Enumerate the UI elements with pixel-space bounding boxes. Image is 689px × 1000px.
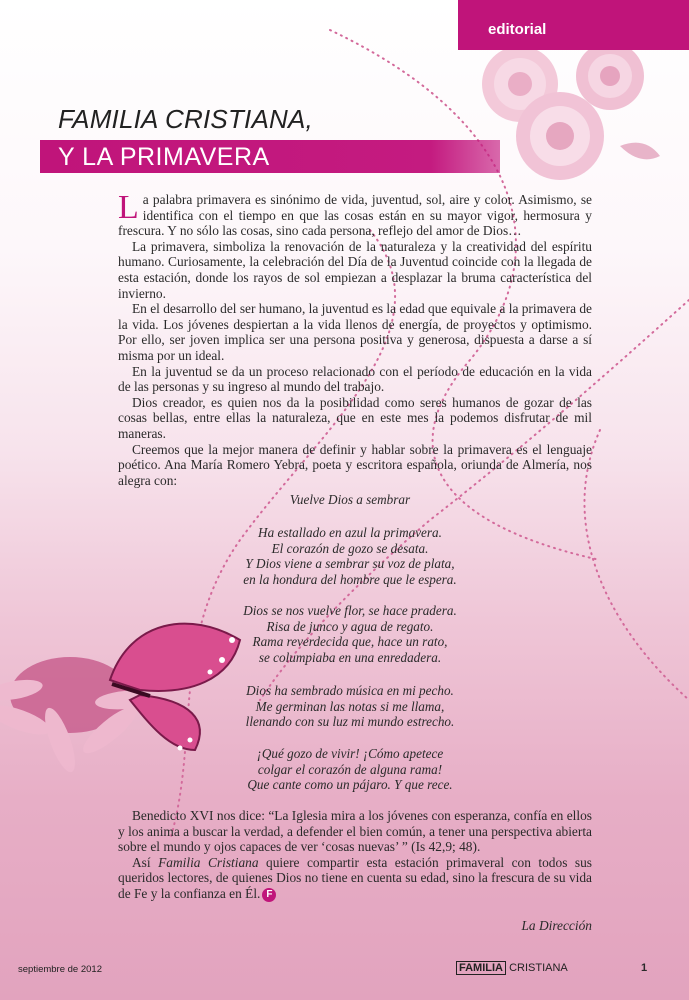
closing-section (118, 808, 592, 902)
paragraph-1: La palabra primavera es sinónimo de vida, juventud, sol, aire y color. Asimismo, se identifica con el tiempo en que las cosas están en su mayor vigor, hermosura y frescura. Y no sólo las cosas, sino cada persona, reflejo del amor de Dios… (118, 189, 592, 239)
paragraph-6: Creemos que la mejor manera de definir y hablar sobre la primavera es el lenguaje poético. Ana María Romero Yebra, poeta y escritora española, oriunda de Almería, nos alegra con: (118, 441, 592, 488)
poem-stanza-4 (170, 746, 530, 793)
poem-line: Dios se nos vuelve flor, se hace pradera. (243, 603, 457, 618)
poem-line: se columpiaba en una enredadera. (258, 649, 442, 665)
paragraph-5: Dios creador, es quien nos da la posibilidad como seres humanos de gozar de las cosas bellas, entre ellas la naturaleza, que en este mes la podemos disfrutar de mil maneras. (118, 394, 592, 441)
poem-line: Ha estallado en azul la primavera. (258, 525, 442, 540)
poem-stanza-2 (170, 603, 530, 665)
section-tab: editorial (458, 0, 689, 50)
page-title-line2: Y LA PRIMAVERA (58, 143, 270, 171)
end-mark-icon: F (262, 888, 276, 902)
paragraph-3: En el desarrollo del ser humano, la juventud es la edad que equivale a la primavera de la vida. Los jóvenes despiertan a la vida llenos de energía, de proyectos y optimismo. Por ello, ser joven implica ser una persona positiva y generosa, dispuesta a darse a sí misma por un ideal. (118, 301, 592, 363)
drop-cap: L (118, 189, 139, 226)
article-body (118, 189, 592, 488)
signature: La Dirección (521, 918, 592, 933)
poem-line: Y Dios viene a sembrar su voz de plata, (245, 556, 455, 571)
poem-line: Me germinan las notas si me llama, (255, 698, 445, 714)
poem-line: llenando con su luz mi mundo estrecho. (245, 714, 455, 729)
poem-title: Vuelve Dios a sembrar (289, 492, 411, 507)
paragraph-2: La primavera, simboliza la renovación de la naturaleza y la creatividad del espíritu humano. Curiosamente, la celebración del Día de la Juventud coincide con la llegada de esta estación, donde los rayos de sol empiezan a desplazar la bruma característica del invierno. (118, 238, 592, 301)
page-number: 1 (641, 962, 648, 974)
paragraph-4: En la juventud se da un proceso relacionado con el período de educación en la vida de las personas y su ingreso al mundo del trabajo. (118, 363, 592, 395)
closing-paragraph-2: Así Familia Cristiana quiere compartir esta estación primaveral con todos sus queridos lectores, de quienes Dios no tiene en cuenta su edad, sino la frescura de su vida de Fe y la confianza en Él. F (118, 854, 592, 901)
brand-boxed: FAMILIA (456, 961, 506, 975)
poem-line: Rama reverdecida que, hace un rato, (252, 634, 448, 649)
poem-line: Dios ha sembrado música en mi pecho. (246, 683, 454, 698)
poem-line: ¡Qué gozo de vivir! ¡Cómo apetece (256, 746, 444, 761)
brand-rest: CRISTIANA (509, 962, 568, 974)
poem-line: El corazón de gozo se desata. (271, 540, 429, 556)
poem-line: colgar el corazón de alguna rama! (257, 761, 443, 777)
poem-stanza-3 (170, 683, 530, 730)
roses-illustration (470, 36, 689, 196)
footer-brand (456, 962, 568, 974)
page-title-line1: FAMILIA CRISTIANA, (58, 104, 313, 134)
poem-line: en la hondura del hombre que le espera. (243, 571, 457, 587)
poem-line: Que cante como un pájaro. Y que rece. (247, 777, 453, 792)
poem-stanza-1 (170, 525, 530, 587)
closing-paragraph-1: Benedicto XVI nos dice: “La Iglesia mira a los jóvenes con esperanza, confía en ellos y los anima a buscar la verdad, a defender el bien común, a tener una perspectiva abierta sobre el mundo y ojos capaces de ver ‘cosas nuevas’ ” (Is 42,9; 48). (118, 808, 592, 855)
poem-line: Risa de junco y agua de regato. (266, 618, 434, 634)
footer-date: septiembre de 2012 (18, 964, 102, 975)
